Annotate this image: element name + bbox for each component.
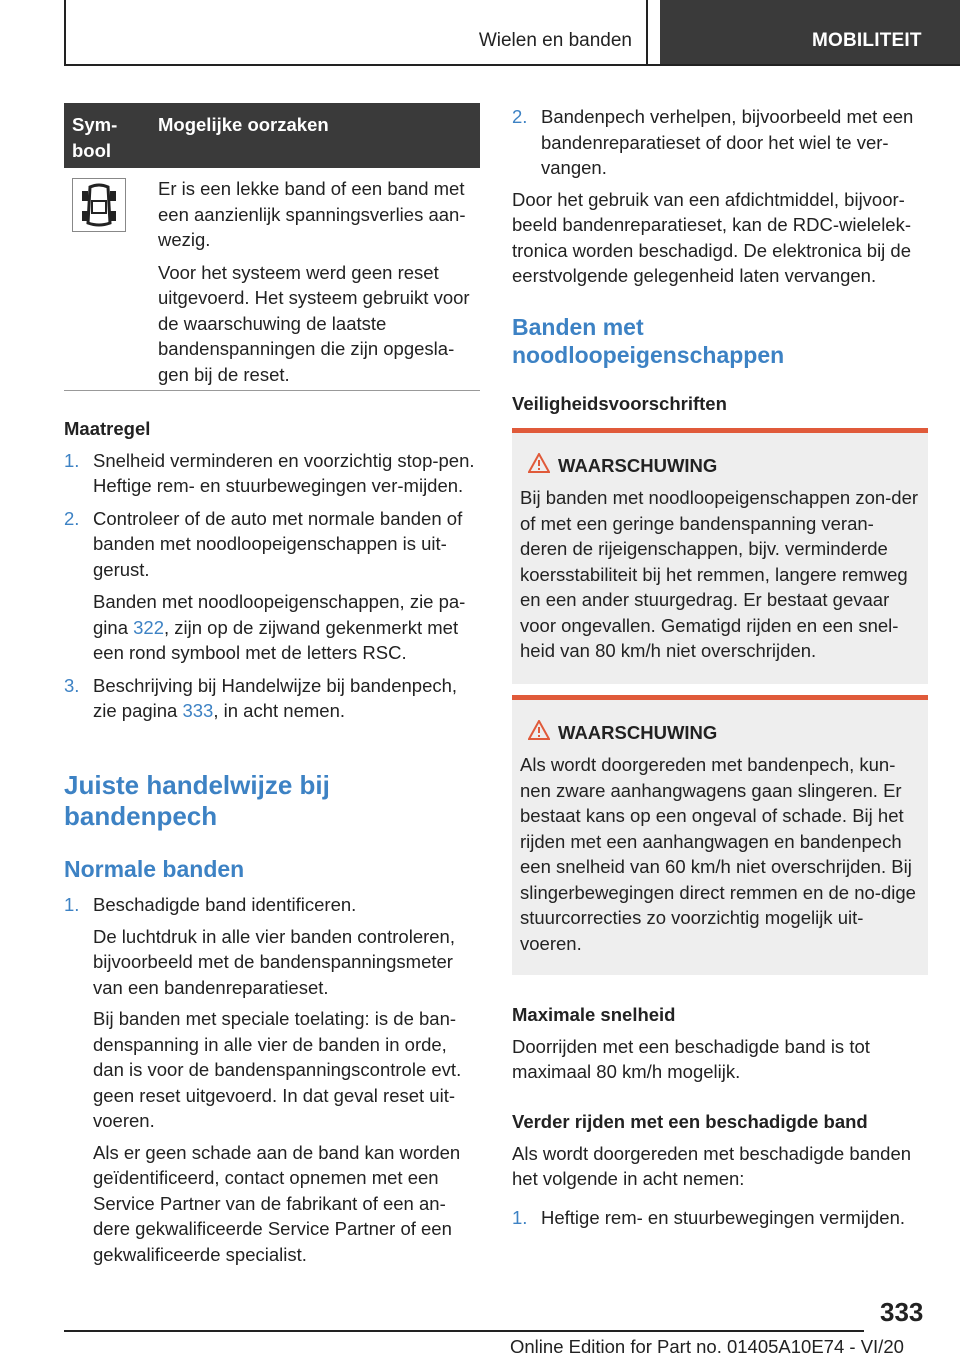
page-link-322[interactable]: 322 [133,616,164,638]
car-tire-warning-icon [72,178,126,232]
measures [64,416,480,724]
cause-paragraph: Er is een lekke band of een band met een aanzienlijk spanningsverlies aan-wezig. [158,178,466,250]
section-runflat [512,313,928,417]
table-row [64,168,480,391]
symbol-table [64,103,480,391]
list-text: Bandenpech verhelpen, bijvoorbeeld met een bandenreparatieset of door het wiel te ver-vangen. [541,106,914,178]
repair-step [512,104,928,289]
warning-title: WAARSCHUWING [520,453,920,479]
header-section [66,0,648,64]
max-speed-text: Doorrijden met een beschadigde band is tot maximaal 80 km/h mogelijk. [512,1035,870,1082]
list-item [64,892,480,1267]
footer-edition: Online Edition for Part no. 01405A10E74 - VI/20 [510,1336,904,1357]
list-subtext: Banden met noodloopeigenschappen, zie pa-gina 322, zijn op de zijwand gekenmerkt met een rond symbool met de letters RSC. [93,591,466,663]
list-subtext: Als er geen schade aan de band kan worden geïdentificeerd, contact opnemen met een Service Partner van de fabrikant of een an-dere gekwalificeerde Service Partner of een gekwalificeerde specialist. [93,1141,461,1265]
header-section-title: Wielen en banden [478,30,632,51]
warning-box [512,695,928,975]
section-subtitle: Veiligheidsvoorschriften [512,393,727,414]
warning-box [512,428,928,684]
list-subtext: Bij banden met speciale toelating: is de ban-denspanning in alle vier de banden in orde, dan is voor de bandenspanningscontrole evt. geen reset uitgevoerd. In dat geval reset uit-voeren. [93,1008,462,1131]
list-item [512,104,928,181]
list-number: 2. [64,507,80,529]
table-header [64,103,480,168]
cause-paragraph: Voor het systeem werd geen reset uitgevoerd. Het systeem gebruikt voor de waarschuwing de laatste bandenspanningen die zijn opgesla-gen bij de reset. [158,261,470,385]
list-subtext: De luchtdruk in alle vier banden controleren, bijvoorbeeld met de bandenspanningsmeter van een bandenreparatieset. [93,925,455,998]
max-speed-title: Maximale snelheid [512,1004,676,1025]
list-text: Controleer of de auto met normale banden of banden met noodloopeigenschappen is uit-gerust. [93,507,463,580]
page-number: 333 [880,1297,924,1327]
section-subtitle: Normale banden [64,856,245,882]
list-item [64,448,480,499]
warning-triangle-icon [528,720,550,740]
page-link-333[interactable]: 333 [182,700,214,721]
damaged-tire [512,1109,928,1230]
table-header-causes: Mogelijke oorzaken [158,114,329,135]
section-flat-tire [64,770,480,1267]
damaged-text: Als wordt doorgereden met beschadigde banden het volgende in acht nemen: [512,1142,912,1189]
header-chapter-title: MOBILITEIT [812,30,922,51]
section-title: Banden met noodloopeigenschappen [512,314,785,368]
list-number: 1. [64,894,80,915]
list-text: Snelheid verminderen en voorzichtig stop-pen. Heftige rem- en stuurbewegingen ver-mijden. [93,449,475,496]
warning-text: Als wordt doorgereden met bandenpech, kun-nen zware aanhangwagens gaan slingeren. Er bestaat kans op een ongeval of schade. Bij het rijden met een aanhangwagen en bandenpech een snelheid van 60 km/h niet overschrijden. Bij slingerbewegingen direct remmen en de no-dige stuurcorrecties zo voorzichtig mogelijk uit-voeren. [520,754,916,954]
header-chapter [660,0,960,64]
list-item [64,673,480,724]
list-number: 1. [64,449,80,471]
list-number: 3. [64,674,80,696]
sealant-note: Door het gebruik van een afdichtmiddel, bijvoor-beeld bandenreparatieset, kan de RDC-wielelek-tronica worden beschadigd. De elektronica bij de eerstvolgende gelegenheid laten vervangen. [512,188,912,286]
table-row-text [158,176,476,394]
list-number: 2. [512,106,528,127]
list-text: Beschrijving bij Handelwijze bij bandenpech, zie pagina 333, in acht nemen. [93,674,458,721]
warning-title: WAARSCHUWING [520,720,920,746]
list-item [64,506,480,666]
header-rule [64,64,960,66]
table-header-symbol: Sym- bool [72,114,118,161]
list-number: 1. [512,1206,528,1228]
warning-triangle-icon [528,453,550,473]
list-text: Beschadigde band identificeren. [93,894,357,915]
section-title: Juiste handelwijze bij bandenpech [64,770,330,831]
damaged-title: Verder rijden met een beschadigde band [512,1111,868,1132]
warning-text: Bij banden met noodloopeigenschappen zon-der of met een geringe bandenspanning veran-deren de rijeigenschappen, bijv. verminderde koersstabiliteit bij het remmen, langere remweg en een ander stuurgedrag. Er bestaat gevaar voor ongevallen. Gematigd rijden en een snel-heid van 80 km/h niet overschrijden. [520,487,919,661]
max-speed [512,1002,928,1085]
list-text: Heftige rem- en stuurbewegingen vermijden. [541,1206,906,1228]
measures-title: Maatregel [64,418,151,439]
list-item [512,1205,928,1231]
footer-rule [64,1330,864,1332]
